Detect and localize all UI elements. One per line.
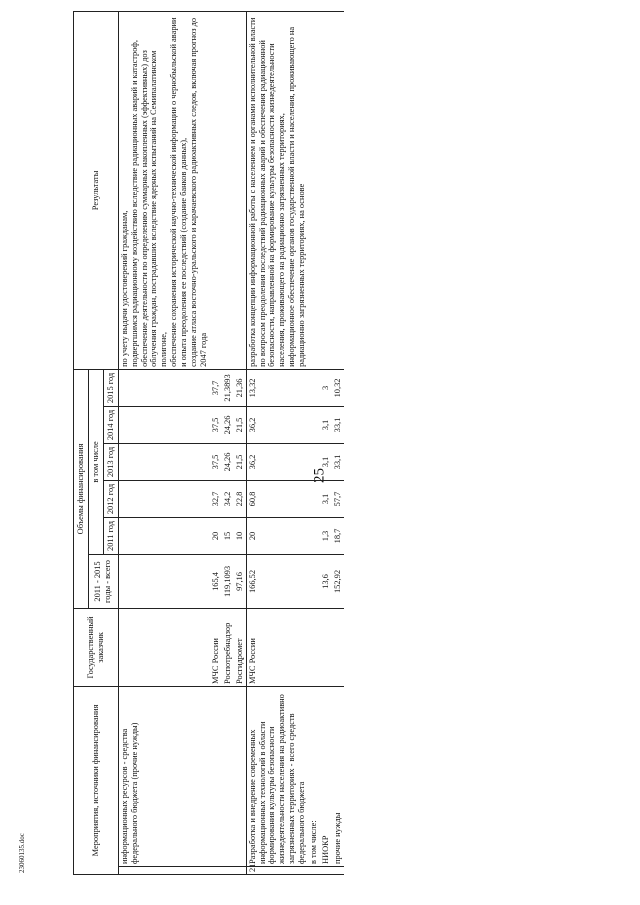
header-total-period: 2011 - 2015 [93,561,103,602]
result-line: информационное обеспечение органов государственной власти и населения, проживающего на радиационно загрязненных территориях, на основе [287,26,307,367]
cell-customer: Росгидромет [234,608,246,686]
header-year-2014: 2014 год [103,406,118,443]
cell-event: Разработка и внедрение современных информационных технологий в области формирования культуры безопасности жизнедеятельности населения на радиоактивно загрязненных территориях - всего средств федерального бюджета [246,686,308,866]
cell-y2014 [118,406,210,443]
cell-y2011: 1,3 [320,517,332,554]
cell-y2012 [118,480,210,517]
cell-event: НИОКР [320,686,332,866]
result-line: обеспечение сохранения исторической научно-технической информации о чернобыльской аварии и опыта преодоления ее последствий (создание банков данных), [169,17,189,367]
cell-total: 152,92 [332,554,344,608]
header-year-2013: 2013 год [103,443,118,480]
cell-y2015: 21,36 [234,369,246,406]
cell-results [308,11,320,369]
table-row [222,11,234,874]
cell-y2013: 37,5 [210,443,222,480]
cell-y2015 [308,369,320,406]
cell-y2014: 33,1 [332,406,344,443]
cell-y2015: 21,3893 [222,369,234,406]
cell-y2012: 60,8 [246,480,308,517]
header-year-2012: 2012 год [103,480,118,517]
cell-y2014: 3,1 [320,406,332,443]
cell-results [246,11,308,369]
cell-results [234,11,246,369]
cell-y2015: 3 [320,369,332,406]
cell-customer: Роспотребнадзор [222,608,234,686]
cell-y2013: 36,2 [246,443,308,480]
cell-event [222,686,234,866]
cell-y2011: 20 [210,517,222,554]
cell-results [320,11,332,369]
cell-y2012: 3,1 [320,480,332,517]
cell-y2012: 22,8 [234,480,246,517]
footer-doc-code: 23060135.doc [18,833,26,873]
cell-no [308,867,320,875]
cell-y2013: 21,5 [234,443,246,480]
cell-results [222,11,234,369]
header-total-label: годы - всего [103,560,113,603]
cell-y2012 [308,480,320,517]
cell-y2013 [118,443,210,480]
header-customer: Государственный заказчик [74,608,119,686]
header-funding: Объемы финансирования [74,369,89,608]
rotated-table-container [73,17,625,875]
cell-no [118,867,210,875]
table-row [234,11,246,874]
cell-y2015: 37,7 [210,369,222,406]
cell-y2011: 10 [234,517,246,554]
result-line: по учету выдачи удостоверений гражданам, [119,210,129,367]
cell-y2011: 20 [246,517,308,554]
cell-y2011: 15 [222,517,234,554]
header-results: Результаты [74,11,119,369]
cell-total: 13,6 [320,554,332,608]
cell-no: 21. [246,867,308,875]
table-row [332,11,344,874]
cell-results [332,11,344,369]
result-line: обеспечение деятельности по определению суммарных накопленных (эффективных) доз облучения граждан, пострадавших вследствие ядерных испытаний на Семипалатинском полигоне, [139,50,169,367]
cell-y2013: 3,1 [320,443,332,480]
cell-y2015: 10,32 [332,369,344,406]
cell-y2011 [118,517,210,554]
cell-y2013: 33,1 [332,443,344,480]
cell-y2011 [308,517,320,554]
header-year-2011: 2011 год [103,517,118,554]
table-row [308,11,320,874]
cell-total: 119,1093 [222,554,234,608]
cell-customer [332,608,344,686]
cell-event: информационных ресурсов - средства федерального бюджета (прочие нужды) [118,686,210,866]
funding-table [73,11,344,875]
cell-event [210,686,222,866]
cell-event: прочие нужды [332,686,344,866]
cell-results [210,11,222,369]
table-row [320,11,332,874]
cell-y2014: 24,26 [222,406,234,443]
header-events: Мероприятия, источники финансирования [74,686,119,874]
cell-customer [320,608,332,686]
cell-no [234,867,246,875]
cell-customer [118,608,210,686]
header-including: в том числе [88,369,103,554]
result-line: разработка концепции информационной работы с населением и органами исполнительной власти по вопросам преодоления последствий радиационных аварий и обеспечения радиационной безопасности, направленной на формирование культуры безопасности жизнедеятельности населения, проживающего на радиационно загрязненных территориях, [247,17,287,367]
cell-total: 97,16 [234,554,246,608]
cell-no [332,867,344,875]
table-row [210,11,222,874]
cell-y2013: 24,26 [222,443,234,480]
cell-customer: МЧС России [246,608,308,686]
cell-no [320,867,332,875]
cell-y2013 [308,443,320,480]
result-line: создание атласа восточно-уральского и карачаевского радиоактивных следов, включая прогноз до 2047 года [189,17,208,367]
table-body [118,11,344,874]
cell-total: 165,4 [210,554,222,608]
cell-y2014: 37,5 [210,406,222,443]
result-line: подвергшимся радиационному воздействию вследствие радиационных аварий и катастроф, [129,40,139,367]
cell-y2011: 18,7 [332,517,344,554]
cell-y2012: 34,2 [222,480,234,517]
cell-total: 166,52 [246,554,308,608]
cell-event [234,686,246,866]
page-number: 25 [311,468,328,483]
table-row [246,11,308,874]
cell-y2012: 57,7 [332,480,344,517]
header-year-2015: 2015 год [103,369,118,406]
header-total [88,554,118,608]
cell-y2014 [308,406,320,443]
cell-no [222,867,234,875]
cell-y2015 [118,369,210,406]
table-row [118,11,210,874]
cell-customer: МЧС России [210,608,222,686]
cell-y2012: 32,7 [210,480,222,517]
program-table-frame [73,17,625,875]
cell-no [210,867,222,875]
cell-y2014: 36,2 [246,406,308,443]
cell-total [118,554,210,608]
table-header [74,11,119,874]
cell-y2014: 21,5 [234,406,246,443]
cell-customer [308,608,320,686]
cell-y2015: 13,32 [246,369,308,406]
cell-results [118,11,210,369]
cell-event: в том числе: [308,686,320,866]
cell-total [308,554,320,608]
